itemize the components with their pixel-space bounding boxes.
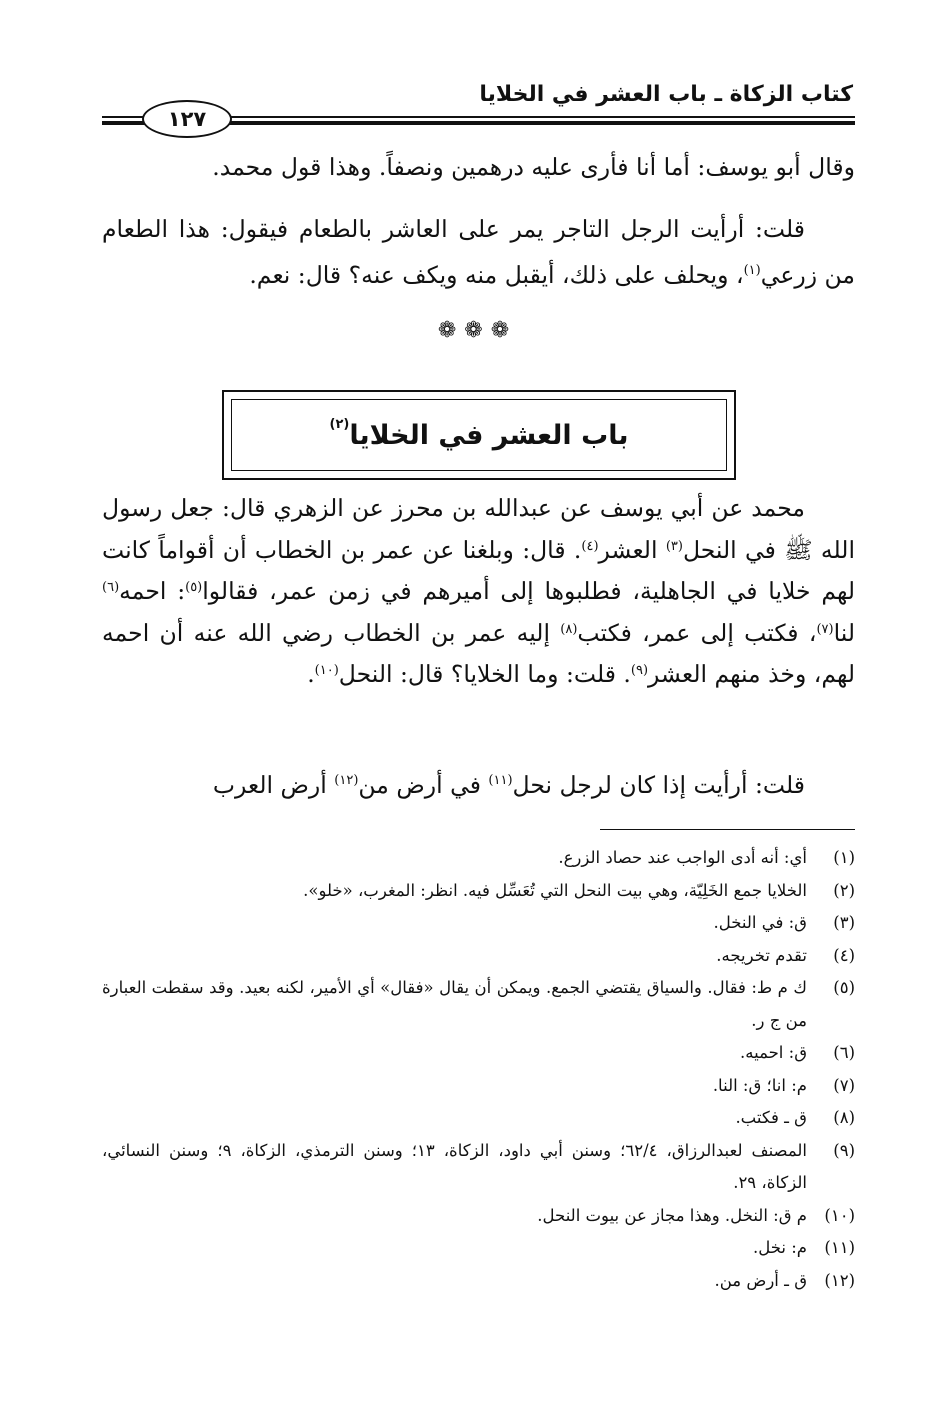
footnote-text: أي: أنه أدى الواجب عند حصاد الزرع. [558,848,807,867]
footnote-number: (٥) [833,978,855,997]
chapter-title-text: باب العشر في الخلايا [349,419,629,451]
footnote-number: (١١) [824,1238,855,1257]
footnote-text: م ق: النخل. وهذا مجاز عن بيوت النحل. [537,1205,807,1225]
paragraph-1-text: وقال أبو يوسف: أما أنا فأرى عليه درهمين ونصفاً. وهذا قول محمد. [212,153,855,181]
footnote-number: (٧) [833,1075,855,1095]
footnote-ref-7[interactable]: (٧) [816,621,834,637]
footnote-text: الخلايا جمع الخَلِيّة، وهي بيت النحل التي تُعَسِّل فيه. انظر: المغرب، «خلو». [303,880,807,900]
footnote-item [102,1070,855,1103]
footnote-item [102,1102,855,1135]
paragraph-3-text-d: : احمه [119,577,186,605]
footnote-ref-5[interactable]: (٥) [185,580,203,595]
paragraph-4-text-a: قلت: أرأيت إذا كان لرجل نحل [512,771,805,799]
footnote-ref-3[interactable]: (٣) [665,538,683,554]
paragraph-3-text-g: إليه عمر بن الخطاب رضي الله عنه أن احمه لهم، وخذ منهم العشر [102,618,855,688]
footnote-text: م: نخل. [752,1238,807,1257]
footnote-text: ق ـ فكتب. [735,1108,807,1127]
footnote-ref-2[interactable]: (٢) [329,416,350,432]
footnote-text: ك م ط: فقال. والسياق يقتضي الجمع. ويمكن أن يقال «فقال» أي الأمير، لكنه بعيد. وقد سقطت العبارة من ج ر. [102,978,807,1030]
footnote-ref-10[interactable]: (١٠) [314,663,339,678]
footnote-number: (١٠) [824,1205,855,1225]
paragraph-2 [102,206,855,298]
paragraph-3-text-i: . [307,660,315,688]
paragraph-3-text-h: . قلت: وما الخلايا؟ قال: النحل [338,660,631,688]
footnote-item [102,1232,855,1265]
footnote-number: (١) [833,848,855,867]
footnotes-list [102,842,855,1297]
footnote-ref-6[interactable]: (٦) [102,580,120,595]
paragraph-4-text-c: أرض العرب [212,771,335,799]
footnote-ref-4[interactable]: (٤) [581,538,599,554]
footnote-number: (٩) [833,1140,855,1160]
footnote-item [102,1135,855,1200]
footnote-number: (٢) [833,880,855,900]
footnote-number: (١٢) [824,1270,855,1290]
footnote-item [102,875,855,908]
page-number: ١٢٧ [142,100,232,138]
footnote-text: ق ـ أرض من. [714,1270,807,1290]
chapter-frame [222,390,736,480]
footnote-item [102,1265,855,1298]
paragraph-3-text-b: العشر [598,535,666,564]
paragraph-3-text-c: . قال: وبلغنا عن عمر بن الخطاب أن أقواماً كانت لهم خلايا في الجاهلية، فطلبوها إلى أميرهم في زمن عمر، فقالوا [102,535,855,605]
footnote-item [102,907,855,940]
footnote-number: (٣) [833,913,855,932]
chapter-frame-inner [231,399,727,471]
paragraph-1 [102,144,855,190]
paragraph-2-text-b: ، ويحلف على ذلك، أيقبل منه ويكف عنه؟ قال: نعم. [249,261,744,289]
paragraph-3-text-a: محمد عن أبي يوسف عن عبدالله بن محرز عن الزهري قال: جعل رسول الله ﷺ في النحل [102,494,855,564]
footnote-separator [600,829,855,830]
footnote-item [102,1037,855,1070]
paragraph-3-text-e: لنا [833,618,855,647]
footnote-ref-9[interactable]: (٩) [630,663,649,678]
footnote-ref-1[interactable]: (١) [743,263,761,278]
footnote-text: تقدم تخريجه. [716,945,807,965]
footnote-text: ق: في النخل. [713,913,807,932]
paragraph-4-text-b: في أرض من [358,771,489,799]
footnote-number: (٦) [833,1043,855,1062]
footnote-number: (٨) [833,1108,855,1127]
running-title: كتاب الزكاة ـ باب العشر في الخلايا [479,82,853,107]
footnote-ref-8[interactable]: (٨) [560,621,578,637]
book-page [100,60,855,1360]
footnote-item [102,972,855,1037]
footnote-item [102,940,855,973]
section-ornament: ❁❁❁ [437,318,518,343]
footnote-text: ق: احميه. [740,1043,807,1062]
footnote-text: المصنف لعبدالرزاق، ٦٢/٤؛ وسنن أبي داود، الزكاة، ١٣؛ وسنن الترمذي، الزكاة، ٩؛ وسنن النسائي، الزكاة، ٢٩. [102,1140,808,1192]
footnote-text: م: انا؛ ق: النا. [712,1075,807,1095]
paragraph-3-text-f: ، فكتب إلى عمر، فكتب [577,618,817,647]
footnote-item [102,1200,855,1233]
paragraph-4 [102,762,855,808]
chapter-title [329,416,629,451]
paragraph-2-text-a: قلت: أرأيت الرجل التاجر يمر على العاشر بالطعام فيقول: هذا الطعام من زرعي [102,215,855,289]
footnote-item [102,842,855,875]
paragraph-3 [102,488,855,696]
footnote-ref-12[interactable]: (١٢) [334,773,359,788]
footnote-number: (٤) [833,945,855,965]
footnote-ref-11[interactable]: (١١) [488,773,513,788]
